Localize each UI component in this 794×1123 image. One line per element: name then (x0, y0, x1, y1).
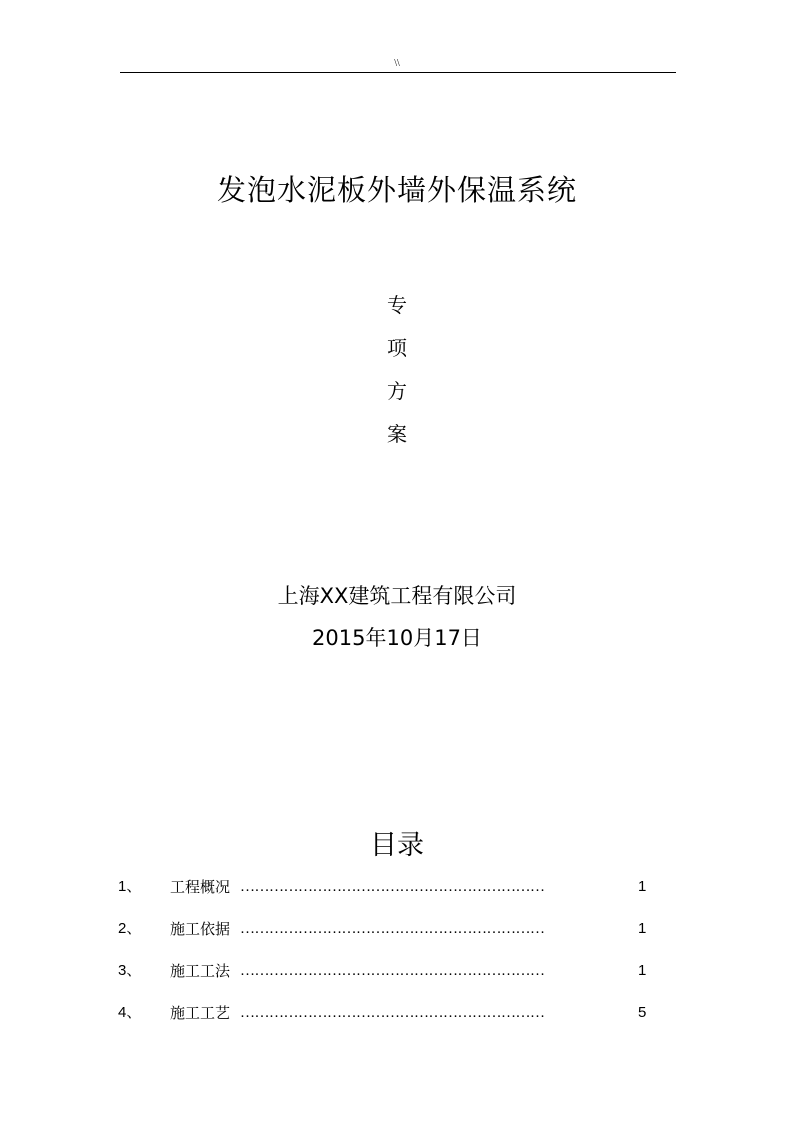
subtitle-char: 项 (387, 336, 407, 360)
toc-item[interactable] (118, 917, 658, 959)
toc-item-number: 1、 (118, 878, 142, 895)
header-mark: \\ (394, 58, 400, 69)
toc-item-number: 2、 (118, 920, 142, 937)
toc-item-label: 工程概况 (170, 878, 231, 896)
toc-item-leader-dots: ……………………………………………………… (240, 1005, 545, 1021)
toc-item-label: 施工工法 (170, 962, 231, 980)
toc-item-page: 5 (638, 1004, 647, 1021)
toc-item[interactable] (118, 959, 658, 1001)
subtitle-char: 方 (387, 379, 407, 403)
toc-item-number: 4、 (118, 1004, 142, 1021)
toc-heading: 目录 (370, 830, 424, 861)
vertical-subtitle (372, 290, 422, 462)
toc-item-leader-dots: ……………………………………………………… (240, 879, 545, 895)
subtitle-char: 案 (387, 422, 407, 446)
toc-item-number: 3、 (118, 962, 142, 979)
toc-item[interactable] (118, 1001, 658, 1043)
header-rule (120, 72, 676, 73)
toc-item-page: 1 (638, 920, 647, 937)
document-title: 发泡水泥板外墙外保温系统 (216, 173, 577, 207)
subtitle-char: 专 (387, 293, 407, 317)
toc-item-page: 1 (638, 962, 647, 979)
toc-item[interactable] (118, 875, 658, 917)
company-name: 上海XX建筑工程有限公司 (277, 584, 517, 608)
table-of-contents (118, 875, 658, 1043)
toc-item-leader-dots: ……………………………………………………… (240, 921, 545, 937)
toc-item-page: 1 (638, 878, 647, 895)
toc-item-label: 施工依据 (170, 920, 231, 938)
document-date: 2015年10月17日 (312, 626, 482, 650)
toc-item-label: 施工工艺 (170, 1004, 231, 1022)
toc-item-leader-dots: ……………………………………………………… (240, 963, 545, 979)
